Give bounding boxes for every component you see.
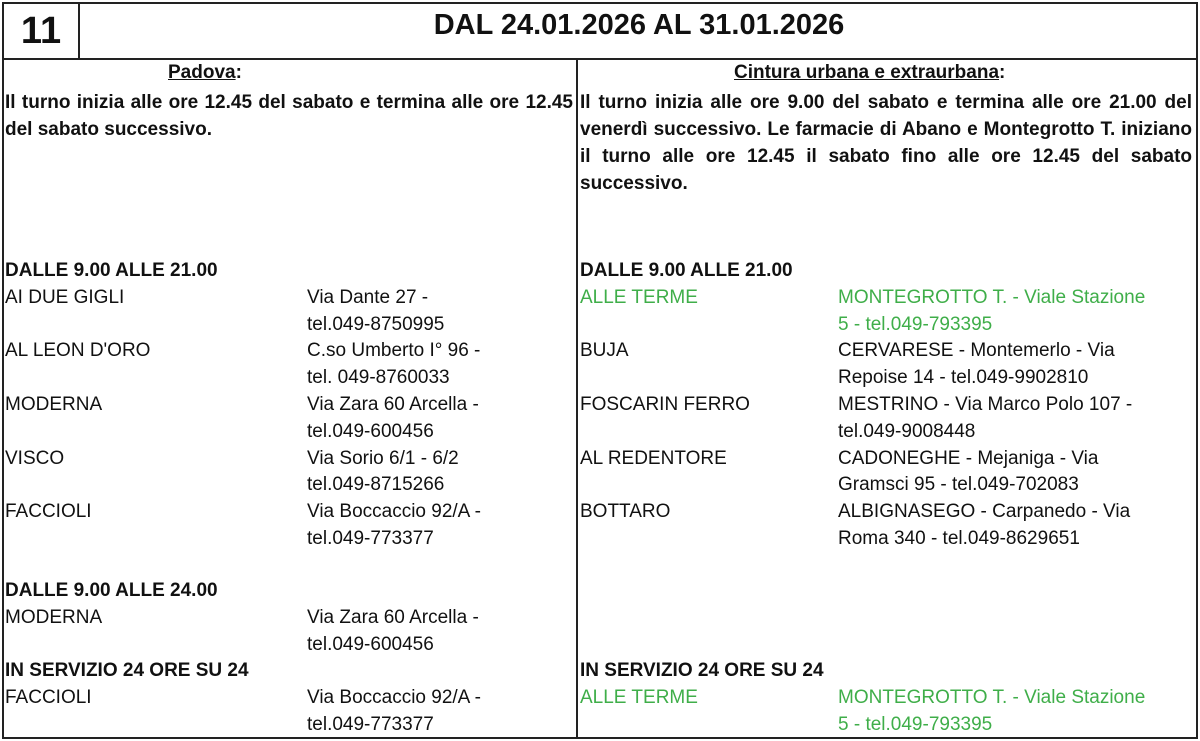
pharmacy-name: FACCIOLI [5,501,92,523]
section-heading: IN SERVIZIO 24 ORE SU 24 [580,660,824,681]
period-title: DAL 24.01.2026 AL 31.01.2026 [433,9,845,41]
week-number: 11 [20,10,62,52]
pharmacy-address: Via Boccaccio 92/A - [307,686,481,708]
pharmacy-phone: 5 - tel.049-793395 [838,713,993,735]
pharmacy-phone: Repoise 14 - tel.049-9902810 [838,367,1089,389]
pharmacy-phone: tel.049-773377 [307,528,434,549]
section-heading: DALLE 9.00 ALLE 21.00 [5,260,218,281]
pharmacy-address: CADONEGHE - Mejaniga - Via [838,447,1099,469]
pharmacy-address: MONTEGROTTO T. - Viale Stazione [838,686,1146,708]
cintura-note: Il turno inizia alle ore 9.00 del sabato e termina alle ore 21.00 del venerdì successivo. Le farmacie di Abano e Montegrotto T. iniziano il turno alle ore 12.45 il sabato fino alle ore 12.45 del sabato successivo. [580,92,1192,194]
pharmacy-phone: tel.049-600456 [307,633,434,655]
padova-title: Padova: [168,62,242,83]
pharmacy-name: MODERNA [5,606,103,628]
pharmacy-phone: tel.049-8715266 [307,474,445,496]
pharmacy-name: AL LEON D'ORO [5,340,151,362]
pharmacy-phone: tel.049-8750995 [307,313,445,335]
pharmacy-name: VISCO [5,447,65,469]
section-heading: DALLE 9.00 ALLE 24.00 [5,580,218,601]
pharmacy-name: FACCIOLI [5,686,92,708]
padova-note: Il turno inizia alle ore 12.45 del sabato e termina alle ore 12.45 del sabato successivo. [5,92,573,140]
cintura-title: Cintura urbana e extraurbana: [734,62,1006,83]
pharmacy-name: BOTTARO [580,501,671,523]
pharmacy-phone: Roma 340 - tel.049-8629651 [838,528,1080,549]
section-heading: IN SERVIZIO 24 ORE SU 24 [5,660,249,681]
pharmacy-name: MODERNA [5,394,103,415]
pharmacy-address: Via Zara 60 Arcella - [307,394,479,415]
pharmacy-name: AI DUE GIGLI [5,286,125,308]
pharmacy-phone: tel. 049-8760033 [307,367,450,389]
pharmacy-phone: Gramsci 95 - tel.049-702083 [838,474,1079,496]
pharmacy-address: MESTRINO - Via Marco Polo 107 - [838,394,1133,415]
pharmacy-phone: 5 - tel.049-793395 [838,313,993,335]
pharmacy-address: Via Dante 27 - [307,286,429,308]
pharmacy-name: ALLE TERME [580,286,698,308]
pharmacy-address: C.so Umberto I° 96 - [307,340,481,362]
pharmacy-address: Via Zara 60 Arcella - [307,606,479,628]
pharmacy-phone: tel.049-773377 [307,713,434,735]
pharmacy-phone: tel.049-9008448 [838,420,976,442]
pharmacy-address: Via Boccaccio 92/A - [307,501,481,523]
pharmacy-name: ALLE TERME [580,686,698,708]
pharmacy-name: FOSCARIN FERRO [580,394,750,415]
pharmacy-address: MONTEGROTTO T. - Viale Stazione [838,286,1146,308]
pharmacy-name: BUJA [580,340,629,362]
pharmacy-address: ALBIGNASEGO - Carpanedo - Via [838,501,1131,523]
pharmacy-phone: tel.049-600456 [307,420,434,442]
pharmacy-name: AL REDENTORE [580,447,727,469]
section-heading: DALLE 9.00 ALLE 21.00 [580,260,793,281]
pharmacy-address: Via Sorio 6/1 - 6/2 [307,447,459,469]
column-divider [576,58,578,739]
pharmacy-address: CERVARESE - Montemerlo - Via [838,340,1115,362]
